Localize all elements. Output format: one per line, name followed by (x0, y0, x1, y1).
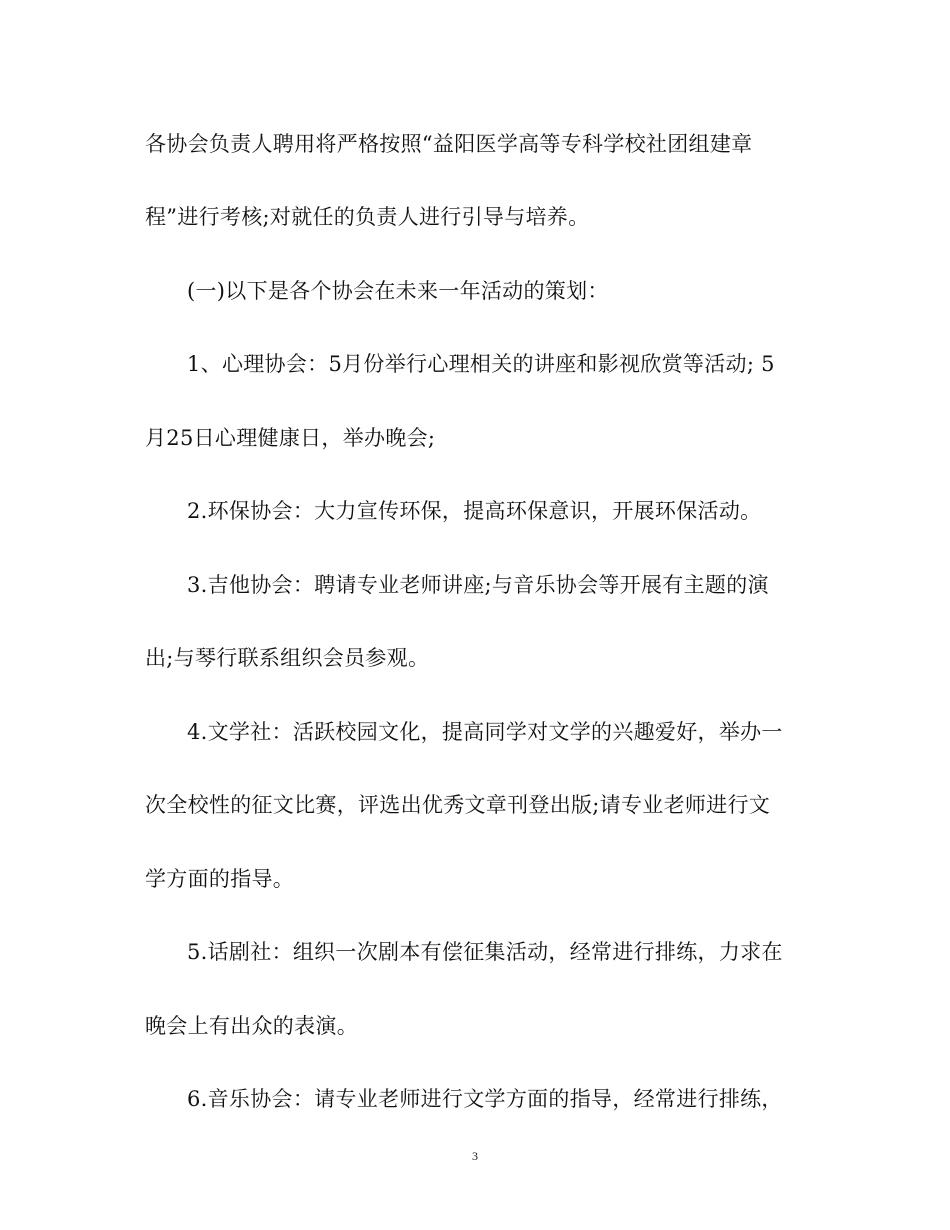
text-line: 各协会负责人聘用将严格按照“益阳医学高等专科学校社团组建章 (145, 132, 753, 156)
text-line: 5.话剧社：组织一次剧本有偿征集活动，经常进行排练，力求在 (187, 940, 783, 964)
text-line: 出;与琴行联系组织会员参观。 (145, 646, 430, 670)
text-line: 2.环保协会：大力宣传环保，提高环保意识，开展环保活动。 (187, 499, 762, 523)
text-line: 月25日心理健康日，举办晚会; (145, 426, 436, 450)
text-line: 晚会上有出众的表演。 (145, 1014, 358, 1038)
text-line: 次全校性的征文比赛，评选出优秀文章刊登出版;请专业老师进行文 (145, 793, 771, 817)
text-line: 1、心理协会：5月份举行心理相关的讲座和影视欣赏等活动; 5 (187, 352, 775, 376)
text-line: 3.吉他协会：聘请专业老师讲座;与音乐协会等开展有主题的演 (187, 573, 769, 597)
text-line: 6.音乐协会：请专业老师进行文学方面的指导，经常进行排练， (187, 1087, 783, 1111)
page-number: 3 (472, 1149, 478, 1163)
text-line: 程”进行考核;对就任的负责人进行引导与培养。 (145, 205, 590, 229)
text-line: 学方面的指导。 (145, 867, 295, 891)
text-line: 4.文学社：活跃校园文化，提高同学对文学的兴趣爱好，举办一 (187, 720, 783, 744)
section-heading: (一)以下是各个协会在未来一年活动的策划： (187, 279, 609, 303)
